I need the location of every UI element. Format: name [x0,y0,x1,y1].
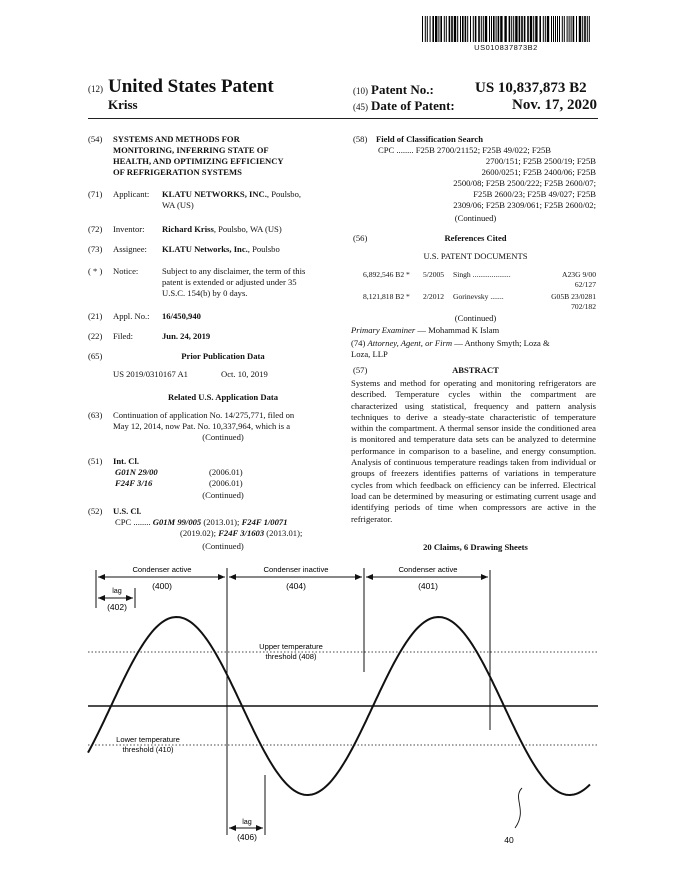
barcode-bar [444,16,445,42]
field-line: 2500/08; F25B 2500/222; F25B 2600/07; [453,178,596,188]
barcode-bar [584,16,586,42]
ref-number: 6,892,546 B2 * [363,270,410,279]
barcode-bar [485,16,487,42]
abstract-code: (57) [353,365,368,375]
assignee-code: (73) [88,244,103,254]
ref-name: Gorinevsky ....... [453,292,504,301]
invention-title [113,134,284,178]
uscl-version: (2013.01); [264,528,303,538]
related-heading: Related U.S. Application Data [167,392,279,402]
document-type: United States Patent [108,76,274,97]
related-text [113,410,294,432]
barcode-bar [432,16,434,42]
prior-code: (65) [88,351,103,361]
barcode-bar [435,16,437,42]
intcl-code: (51) [88,456,103,466]
field-line: CPC ........ F25B 2700/21152; F25B 49/022; F25B [378,145,552,155]
intcl-class: F24F 3/16 [115,478,153,488]
barcode-bar [451,16,453,42]
field-heading: Field of Classification Search [376,134,484,144]
refs-continued: (Continued) [454,313,497,323]
barcode-bar [460,16,461,42]
ref-name: Singh .................... [453,270,511,279]
appl-number: 16/450,940 [162,311,201,321]
filed-date: Jun. 24, 2019 [162,331,211,341]
barcode-bar [430,16,431,42]
uscl-cpc [115,517,288,528]
barcode-bar [500,16,502,42]
barcode-bar [524,16,526,42]
filed-code: (22) [88,331,103,341]
barcode-bar [557,16,558,42]
patent-number-label: Patent No.: [371,82,434,97]
barcode-bar [559,16,560,42]
barcode-bar [446,16,447,42]
inventor-name: Richard Kriss [162,224,214,234]
prior-pub-number: US 2019/0310167 A1 [113,369,188,379]
barcode-bar [543,16,544,42]
field-continued: (Continued) [454,213,497,223]
title-line: HEALTH, AND OPTIMIZING EFFICIENCY [113,156,284,166]
barcode-bar [527,16,529,42]
uscl-cpc-cont [180,528,302,539]
ref-class: A23G 9/00 [562,270,596,279]
intcl-heading: Int. Cl. [113,456,140,466]
applicant-location: WA (US) [162,200,194,210]
assignee-name: KLATU Networks, Inc. [162,244,248,254]
barcode-bar [475,16,477,42]
upper-threshold-label: Upper temperature [259,642,323,651]
upper-threshold-ref: threshold (408) [265,652,317,661]
notice-label: Notice: [113,266,139,276]
barcode-bar [491,16,492,42]
notice-line: U.S.C. 154(b) by 0 days. [162,288,248,298]
barcode-bar [569,16,570,42]
barcode-bar [449,16,451,42]
related-line: May 12, 2014, now Pat. No. 10,337,964, which is a [113,421,291,431]
uscl-heading: U.S. Cl. [113,506,142,516]
barcode-bar [427,16,428,42]
cond-active-label: Condenser active [132,565,192,574]
attorney [351,338,550,349]
refs-code: (56) [353,233,368,243]
barcode-bar [519,16,521,42]
lag-label: lag [112,586,122,595]
barcode-bar [553,16,554,42]
refs-heading: References Cited [444,233,507,243]
ref-404: (404) [286,581,306,591]
applicant-location: , Poulsbo, [266,189,302,199]
barcode-bar [470,16,471,42]
code-45: (45) [353,102,368,112]
barcode-bar [489,16,490,42]
lower-threshold-label: Lower temperature [116,735,180,744]
intcl-continued: (Continued) [202,490,244,500]
barcode-bar [473,16,474,42]
examiner-label: Primary Examiner [351,325,416,335]
barcode-bar [454,16,456,42]
barcode-bar [576,16,577,42]
temperature-cycle-figure [0,560,690,860]
attorney-code: (74) [351,338,366,348]
uscl-class: G01M 99/005 [152,517,202,527]
patent-number: US 10,837,873 B2 [475,80,587,96]
uscl-version: (2013.01); [201,517,242,527]
barcode-bar [504,16,506,42]
title-code: (54) [88,134,103,144]
abstract-heading: ABSTRACT [452,365,499,375]
inventor-code: (72) [88,224,103,234]
intcl-version: (2006.01) [209,467,243,477]
barcode-bar [496,16,497,42]
code-10: (10) [353,86,368,96]
claims-sheets: 20 Claims, 6 Drawing Sheets [423,542,528,552]
lag-label: lag [242,817,252,826]
header-rule [88,118,598,119]
notice-line: Subject to any disclaimer, the term of this [162,266,306,276]
uscl-version: (2019.02); [180,528,219,538]
examiner-name: — Mohammad K Islam [415,325,500,335]
ref-date: 5/2005 [423,270,445,279]
cond-inactive-label: Condenser inactive [263,565,329,574]
attorney-name: — Anthony Smyth; Loza & [452,338,550,348]
ref-401: (401) [418,581,438,591]
cond-active-label: Condenser active [398,565,458,574]
ref-406: (406) [237,832,257,842]
intcl-class: G01N 29/00 [115,467,158,477]
barcode-bar [513,16,514,42]
field-line: 2309/06; F25B 2309/061; F25B 2600/02; [453,200,596,210]
notice-text [162,266,305,299]
barcode-bar [571,16,572,42]
barcode-bar [587,16,588,42]
assignee-location: , Poulsbo [247,244,280,254]
barcode-bar [533,16,534,42]
ref-class: G05B 23/0281 [551,292,596,301]
related-line: Continuation of application No. 14/275,771, filed on [113,410,295,420]
uscl-class: F24F 3/1603 [218,528,265,538]
lower-threshold-ref: threshold (410) [122,745,174,754]
field-line: 2700/151; F25B 2500/19; F25B [485,156,596,166]
ref-number: 8,121,818 B2 * [363,292,410,301]
inventor-label: Inventor: [113,224,145,234]
barcode-bar [440,16,442,42]
ref-class: 702/182 [571,302,596,311]
title-line: MONITORING, INFERRING STATE OF [113,145,269,155]
assignee [162,244,280,255]
uscl-cpc-label: CPC ........ [115,517,151,527]
ref-400: (400) [152,581,172,591]
barcode-bar [555,16,556,42]
barcode-bar [589,16,590,42]
inventor [162,224,282,235]
uscl-class: F24F 1/0071 [241,517,288,527]
barcode-bar [467,16,468,42]
related-continued: (Continued) [202,432,244,442]
barcode-bar [498,16,500,42]
prior-pub-heading: Prior Publication Data [181,351,265,361]
barcode-bar [493,16,495,42]
barcode [422,16,590,42]
refs-subheading: U.S. PATENT DOCUMENTS [423,251,528,261]
prior-pub-date: Oct. 10, 2019 [221,369,268,379]
intcl-version: (2006.01) [209,478,243,488]
date-of-patent-label: Date of Patent: [371,98,455,113]
applicant-name: KLATU NETWORKS, INC. [162,189,267,199]
uscl-continued: (Continued) [202,541,244,551]
barcode-bar [545,16,546,42]
field-code: (58) [353,134,368,144]
barcode-bar [567,16,568,42]
abstract-text: Systems and method for operating and monitoring refrigerators are described. Temperature cycles within the compartment are characterized using statistical, frequency and pattern analysis techniques to derive a steady-state characteristic of temperature within the compartment. A thermal sensor inside the conditioned area is monitored and temperature data sets can be analyzed to determine performance in comparison to a baseline, and energy consumption. Analysis of continuous temperature readings taken from individual or groups of freezers identifies patterns of variations in temperature cycles from which feedback on efficiency can be inferred. Electrical load can be determined by measuring or estimating current usage and identifying periods of time when compressors are active in the refrigerator. [351,378,596,524]
title-line: SYSTEMS AND METHODS FOR [113,134,240,144]
barcode-bar [511,16,512,42]
notice-line: patent is extended or adjusted under 35 [162,277,297,287]
barcode-bar [562,16,563,42]
ref-class: 62/127 [574,280,596,289]
ref-date: 2/2012 [423,292,445,301]
attorney-name-cont: Loza, LLP [351,349,388,359]
barcode-bar [462,16,464,42]
barcode-bar [579,16,581,42]
appl-label: Appl. No.: [113,311,150,321]
inventor-surname: Kriss [108,97,138,112]
uscl-code: (52) [88,506,103,516]
barcode-bar [535,16,537,42]
applicant [162,189,301,211]
primary-examiner [351,325,499,336]
barcode-number: US010837873B2 [474,43,538,52]
appl-code: (21) [88,311,103,321]
barcode-bar [539,16,541,42]
applicant-code: (71) [88,189,103,199]
applicant-label: Applicant: [113,189,150,199]
barcode-bar [465,16,467,42]
field-line: 2600/0251; F25B 2400/06; F25B [481,167,596,177]
barcode-bar [478,16,480,42]
ref-40: 40 [504,835,514,845]
related-code: (63) [88,410,103,420]
barcode-bar [515,16,517,42]
barcode-bar [422,16,423,42]
inventor-location: , Poulsbo, WA (US) [213,224,282,234]
filed-label: Filed: [113,331,134,341]
barcode-bar [530,16,532,42]
notice-code: ( * ) [88,266,103,276]
field-line: F25B 2600/23; F25B 49/027; F25B [473,189,596,199]
date-of-patent: Nov. 17, 2020 [512,97,598,113]
barcode-bar [551,16,552,42]
barcode-bar [564,16,565,42]
barcode-bar [483,16,484,42]
barcode-bar [425,16,426,42]
barcode-bar [481,16,482,42]
barcode-bar [547,16,549,42]
barcode-bar [438,16,439,42]
ref-402: (402) [107,602,127,612]
barcode-bar [573,16,575,42]
barcode-bar [457,16,458,42]
barcode-bar [582,16,583,42]
attorney-label: Attorney, Agent, or Firm [367,338,453,348]
barcode-bar [521,16,523,42]
reference-leader [515,788,522,828]
assignee-label: Assignee: [113,244,147,254]
barcode-bar [509,16,511,42]
title-line: OF REFRIGERATION SYSTEMS [113,167,242,177]
code-12: (12) [88,84,103,94]
